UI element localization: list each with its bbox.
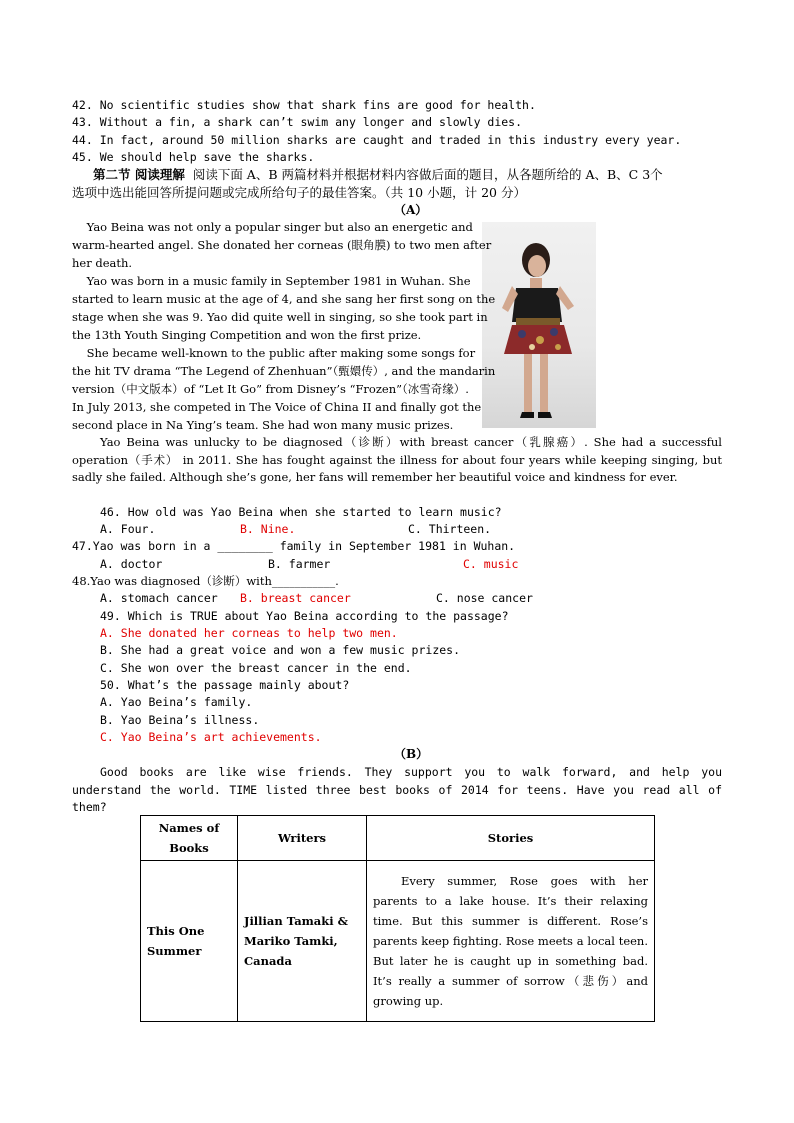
item-45: 45. We should help save the sharks. xyxy=(72,150,315,164)
table-row xyxy=(141,861,655,1022)
table-header-row xyxy=(141,816,655,861)
q46-option-b: B. Nine. xyxy=(240,522,296,536)
q46-option-c: C. Thirteen. xyxy=(408,522,492,536)
q46-stem: 46. How old was Yao Beina when she started to learn music? xyxy=(100,505,502,519)
passage-a-line-8: She became well-known to the public after making some songs for xyxy=(72,346,476,360)
q46-option-a: A. Four. xyxy=(100,522,156,536)
section-instructions-1: 阅读下面 A、B 两篇材料并根据材料内容做后面的题目，从各题所给的 A、B、C 3个 xyxy=(192,167,663,182)
book-name: This One Summer xyxy=(141,861,238,1022)
item-43: 43. Without a fin, a shark can’t swim any longer and slowly dies. xyxy=(72,115,523,129)
q49-stem: 49. Which is TRUE about Yao Beina according to the passage? xyxy=(100,609,509,623)
passage-a-line-11: In July 2013, she competed in The Voice of China II and finally got the xyxy=(72,400,482,414)
books-table xyxy=(140,815,655,1022)
q47-stem: 47.Yao was born in a ________ family in September 1981 in Wuhan. xyxy=(72,539,516,553)
section-heading: 第二节 阅读理解 xyxy=(93,167,185,182)
passage-a-line-1: Yao Beina was not only a popular singer but also an energetic and xyxy=(72,220,473,234)
header-names-of-books: Names of Books xyxy=(141,816,238,861)
book-writer: Jillian Tamaki & Mariko Tamki, Canada xyxy=(238,861,367,1022)
passage-a-label: （A） xyxy=(394,203,428,217)
passage-a-line-9: the hit TV drama “The Legend of Zhenhuan”（甄嬛传）, and the mandarin xyxy=(72,364,496,378)
passage-a-line-5: started to learn music at the age of 4, and she sang her first song on the xyxy=(72,292,496,306)
passage-a-para-4: Yao Beina was unlucky to be diagnosed（诊断）with breast cancer（乳腺癌）. She had a successful operation（手术） in 2011. She has fought against the illness for about four years while keeping singing, but sadly she failed. Although she’s gone, her fans will remember her beautiful voice and kindness for ever. xyxy=(72,435,722,485)
q50-stem: 50. What’s the passage mainly about? xyxy=(100,678,350,692)
q50-option-b: B. Yao Beina’s illness. xyxy=(100,713,260,727)
header-writers: Writers xyxy=(238,816,367,861)
item-42: 42. No scientific studies show that shark fins are good for health. xyxy=(72,98,536,112)
q49-option-c: C. She won over the breast cancer in the end. xyxy=(100,661,412,675)
q48-stem: 48.Yao was diagnosed（诊断）with___________. xyxy=(72,574,339,588)
q48-option-b: B. breast cancer xyxy=(240,591,351,605)
q50-option-c: C. Yao Beina’s art achievements. xyxy=(100,730,322,744)
q47-option-b: B. farmer xyxy=(268,557,331,571)
singer-photo xyxy=(482,222,596,428)
passage-a-line-3: her death. xyxy=(72,256,133,270)
passage-a-line-7: the 13th Youth Singing Competition and won the first prize. xyxy=(72,328,422,342)
q49-option-b: B. She had a great voice and won a few music prizes. xyxy=(100,643,461,657)
book-story: Every summer, Rose goes with her parents to a lake house. It’s their relaxing time. But this summer is different. Rose’s parents keep fighting. Rose meets a local teen. But later he is caught up in something bad. It’s really a summer of sorrow（悲伤）and growing up. xyxy=(367,861,655,1022)
passage-a-line-12: second place in Na Ying’s team. She had won many music prizes. xyxy=(72,418,454,432)
q47-option-a: A. doctor xyxy=(100,557,163,571)
passage-b-label: （B） xyxy=(394,747,429,761)
q49-option-a: A. She donated her corneas to help two men. xyxy=(100,626,398,640)
item-44: 44. In fact, around 50 million sharks are caught and traded in this industry every year. xyxy=(72,133,682,147)
passage-b-intro: Good books are like wise friends. They support you to walk forward, and help you understand the world. TIME listed three best books of 2014 for teens. Have you read all of them? xyxy=(72,765,722,815)
singer-figure-icon xyxy=(482,222,596,428)
passage-a-line-6: stage when she was 9. Yao did quite well in singing, so she took part in xyxy=(72,310,488,324)
passage-a-line-4: Yao was born in a music family in September 1981 in Wuhan. She xyxy=(72,274,471,288)
q48-option-c: C. nose cancer xyxy=(436,591,533,605)
section-heading-line xyxy=(93,166,663,184)
q50-option-a: A. Yao Beina’s family. xyxy=(100,695,253,709)
passage-a-line-10: version（中文版本）of “Let It Go” from Disney’s “Frozen”（冰雪奇缘）. xyxy=(72,382,469,396)
header-stories: Stories xyxy=(367,816,655,861)
section-instructions-2: 选项中选出能回答所提问题或完成所给句子的最佳答案。（共 10 小题，计 20 分） xyxy=(72,185,526,200)
q47-option-c: C. music xyxy=(463,557,519,571)
passage-a-line-2: warm-hearted angel. She donated her corneas (眼角膜) to two men after xyxy=(72,238,492,252)
q48-option-a: A. stomach cancer xyxy=(100,591,218,605)
